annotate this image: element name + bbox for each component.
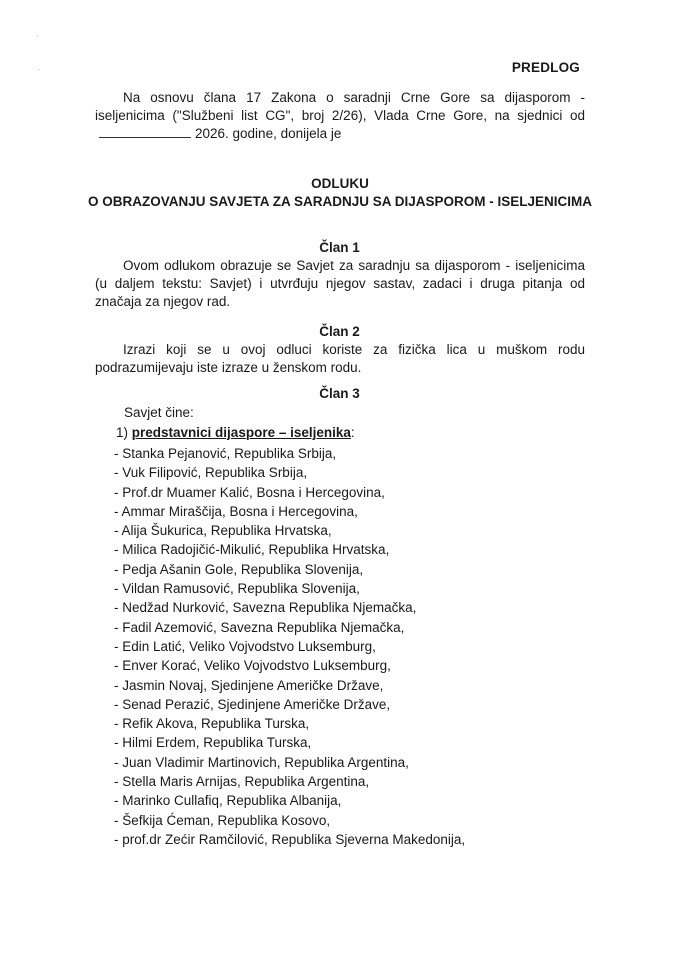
article-2-heading: Član 2	[319, 324, 360, 339]
list-item: - Fadil Azemović, Savezna Republika Njemačka,	[114, 619, 405, 635]
list-item: - Vuk Filipović, Republika Srbija,	[114, 465, 308, 481]
preamble	[95, 89, 585, 143]
scan-mark: ·	[38, 64, 41, 74]
member-group-heading	[116, 425, 355, 440]
group-suffix: :	[350, 425, 355, 440]
list-item: - Edin Latić, Veliko Vojvodstvo Luksemburg,	[114, 638, 376, 654]
list-item: - Prof.dr Muamer Kalić, Bosna i Hercegovina,	[114, 484, 385, 500]
list-item: - Vildan Ramusović, Republika Slovenija,	[114, 581, 360, 597]
list-item: - Refik Akova, Republika Turska,	[114, 716, 310, 732]
list-item: - Stella Maris Arnijas, Republika Argentina,	[114, 774, 370, 790]
article-1-text: Ovom odlukom obrazuje se Savjet za saradnju sa dijasporom - iseljenicima (u daljem tekstu: Savjet) i utvrđuju njegov sastav, zadaci i druga pitanja od značaja za njegov rad.	[95, 258, 585, 309]
group-label: predstavnici dijaspore – iseljenika	[131, 425, 351, 440]
list-item: - Alija Šukurica, Republika Hrvatska,	[114, 523, 332, 539]
group-number: 1)	[116, 425, 129, 440]
list-item: - Stanka Pejanović, Republika Srbija,	[114, 446, 337, 461]
article-3-heading: Član 3	[319, 386, 360, 401]
list-item: - Milica Radojičić-Mikulić, Republika Hrvatska,	[114, 542, 390, 558]
list-item: - Pedja Ašanin Gole, Republika Slovenija,	[114, 561, 364, 577]
list-item: - Nedžad Nurković, Savezna Republika Njemačka,	[114, 600, 417, 616]
scan-mark: ·	[36, 30, 39, 40]
predlog-label: PREDLOG	[511, 60, 580, 75]
preamble-text-end: 2026. godine, donijela je	[195, 126, 342, 141]
title-line-2: O OBRAZOVANJU SAVJETA ZA SARADNJU SA DIJASPOROM - ISELJENICIMA	[87, 194, 593, 209]
list-item: - Marinko Cullafiq, Republika Albanija,	[114, 793, 342, 809]
list-item: - Senad Perazić, Sjedinjene Američke Države,	[114, 696, 391, 712]
list-item: - Juan Vladimir Martinovich, Republika Argentina,	[114, 754, 409, 770]
document-title	[70, 175, 610, 211]
list-item: - prof.dr Zećir Ramčilović, Republika Sjeverna Makedonija,	[114, 831, 466, 847]
article-1-heading: Član 1	[319, 240, 360, 255]
article-2-text: Izrazi koji se u ovoj odluci koriste za fizička lica u muškom rodu podrazumijevaju iste izraze u ženskom rodu.	[95, 342, 585, 375]
title-line-1: ODLUKU	[311, 176, 369, 191]
list-item: - Šefkija Ćeman, Republika Kosovo,	[114, 812, 331, 828]
preamble-text-start: Na osnovu člana 17 Zakona o saradnji Crne Gore sa dijasporom - iseljenicima ("Službeni list CG", broj 2/26), Vlada Crne Gore, na sjednici od	[95, 90, 585, 123]
list-item: - Enver Korać, Veliko Vojvodstvo Luksemburg,	[114, 658, 391, 674]
list-item: - Jasmin Novaj, Sjedinjene Američke Države,	[114, 677, 384, 693]
member-list	[114, 444, 465, 849]
article-3-intro: Savjet čine:	[124, 405, 194, 420]
date-blank-line	[99, 126, 191, 138]
list-item: - Hilmi Erdem, Republika Turska,	[114, 735, 312, 751]
list-item: - Ammar Miraščija, Bosna i Hercegovina,	[114, 503, 358, 519]
